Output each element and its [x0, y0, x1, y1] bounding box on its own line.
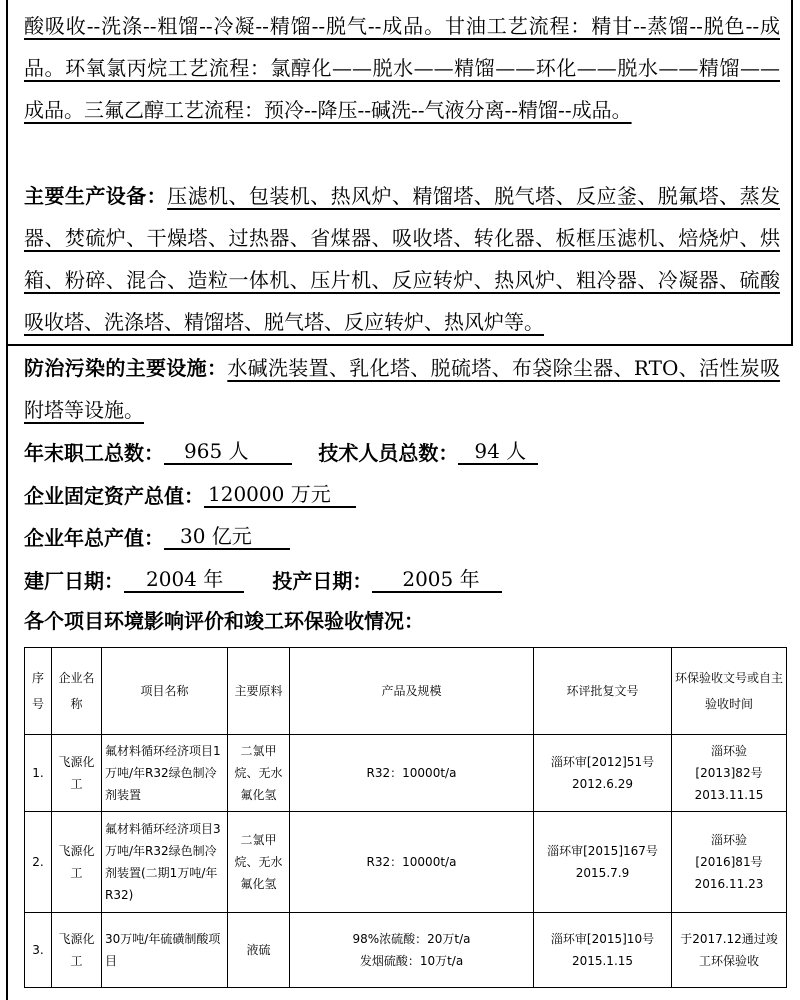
cell-acceptance: 淄环验 [2016]81号 2016.11.23 — [672, 812, 787, 913]
output-value-row — [24, 522, 290, 554]
header-company: 企业名称 — [52, 648, 102, 735]
output-value-label: 企业年总产值： — [24, 526, 164, 550]
cell-acceptance: 淄环验 [2013]82号 2013.11.15 — [672, 735, 787, 812]
cell-no: 2. — [25, 812, 52, 913]
tech-staff-value: 94 人 — [458, 437, 538, 465]
cell-materials: 二氯甲烷、无水氟化氢 — [228, 812, 290, 913]
staff-total-label: 年末职工总数： — [24, 441, 164, 465]
cell-project: 氟材料循环经济项目1万吨/年R32绿色制冷剂装置 — [102, 735, 228, 812]
table-row — [25, 735, 787, 812]
cell-materials: 二氯甲烷、无水氟化氢 — [228, 735, 290, 812]
pollution-label: 防治污染的主要设施： — [24, 356, 228, 380]
cell-no: 1. — [25, 735, 52, 812]
cell-acceptance: 于2017.12通过竣工环保验收 — [672, 913, 787, 988]
header-eia: 环评批复文号 — [534, 648, 672, 735]
page-border-right — [791, 0, 793, 345]
cell-eia: 淄环审[2015]167号 2015.7.9 — [534, 812, 672, 913]
equipment-value: 压滤机、包装机、热风炉、精馏塔、脱气塔、反应釜、脱氟塔、蒸发器、焚硫炉、干燥塔、过热器、省煤器、吸收塔、转化器、板框压滤机、焙烧炉、烘箱、粉碎、混合、造粒一体机、压片机、反应转炉、热风炉、粗冷器、冷凝器、硫酸吸收塔、洗涤塔、精馏塔、脱气塔、反应转炉、热风炉等。 — [24, 184, 781, 334]
output-value-value: 30 亿元 — [164, 522, 290, 550]
header-no: 序号 — [25, 648, 52, 735]
cell-company: 飞源化工 — [52, 812, 102, 913]
production-date-label: 投产日期： — [272, 569, 373, 593]
staff-row — [24, 437, 538, 469]
production-date-value: 2005 年 — [372, 565, 502, 593]
pollution-value: 水碱洗装置、乳化塔、脱硫塔、布袋除尘器、RTO、活性炭吸附塔等设施。 — [24, 356, 781, 422]
header-product: 产品及规模 — [290, 648, 534, 735]
cell-company: 飞源化工 — [52, 913, 102, 988]
cell-eia: 淄环审[2012]51号 2012.6.29 — [534, 735, 672, 812]
page-border-left — [6, 0, 8, 1000]
section-divider — [6, 344, 793, 346]
cell-no: 3. — [25, 913, 52, 988]
header-materials: 主要原料 — [228, 648, 290, 735]
dates-row — [24, 565, 502, 597]
pollution-paragraph — [24, 347, 780, 431]
cell-materials: 液硫 — [228, 913, 290, 988]
staff-total-value: 965 人 — [164, 437, 292, 465]
build-date-value: 2004 年 — [124, 565, 244, 593]
equipment-paragraph — [24, 175, 780, 343]
cell-product: R32：10000t/a — [290, 812, 534, 913]
cell-product: R32：10000t/a — [290, 735, 534, 812]
header-project: 项目名称 — [102, 648, 228, 735]
cell-project: 30万吨/年硫磺制酸项目 — [102, 913, 228, 988]
table-row — [25, 812, 787, 913]
table-row — [25, 913, 787, 988]
eia-project-table — [24, 647, 787, 988]
cell-company: 飞源化工 — [52, 735, 102, 812]
header-acceptance: 环保验收文号或自主验收时间 — [672, 648, 787, 735]
fixed-assets-value: 120000 万元 — [204, 480, 356, 508]
tech-staff-label: 技术人员总数： — [318, 441, 459, 465]
cell-eia: 淄环审[2015]10号 2015.1.15 — [534, 913, 672, 988]
process-flow-paragraph: 酸吸收--洗涤--粗馏--冷凝--精馏--脱气--成品。甘油工艺流程：精甘--蒸馏--脱色--成品。环氧氯丙烷工艺流程：氯醇化——脱水——精馏——环化——脱水——精馏——成品。三氟乙醇工艺流程：预冷--降压--碱洗--气液分离--精馏--成品。 — [24, 14, 780, 122]
cell-product: 98%浓硫酸：20万t/a 发烟硫酸：10万t/a — [290, 913, 534, 988]
table-header-row — [25, 648, 787, 735]
fixed-assets-label: 企业固定资产总值： — [24, 484, 204, 508]
equipment-label: 主要生产设备： — [24, 184, 168, 208]
cell-project: 氟材料循环经济项目3万吨/年R32绿色制冷剂装置(二期1万吨/年R32) — [102, 812, 228, 913]
fixed-assets-row — [24, 480, 356, 512]
section-title: 各个项目环境影响评价和竣工环保验收情况： — [24, 609, 424, 633]
build-date-label: 建厂日期： — [24, 569, 124, 593]
